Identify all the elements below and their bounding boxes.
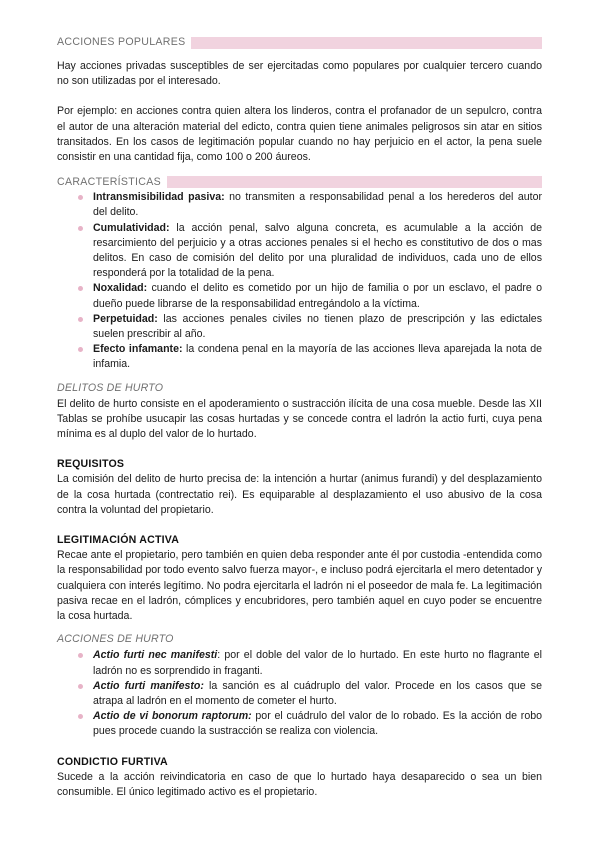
paragraph: Por ejemplo: en acciones contra quien altera los linderos, contra el profanador de un sepulcro, contra el autor de una alteración material del edicto, contra quien tiene animales peligrosos sin atar en sitios transitados. En los casos de legitimación popular cuando no hay perjuicio en el actor, la pena suele consistir en una cantidad fija, como 100 o 200 áureos.: [57, 105, 542, 164]
item-term: Actio de vi bonorum raptorum:: [93, 710, 252, 723]
list-item: [57, 281, 542, 311]
heading-highlight-bar: [191, 37, 542, 49]
list-item: [57, 342, 542, 372]
item-text: la acción penal, salvo alguna concreta, es acumulable a la acción de resarcimiento del perjuicio y a otras acciones penales si el hecho es constitutivo de dos o mas delitos. En caso de comisión del delito por una pluralidad de individuos, cada uno de ellos responderá por la totalidad de la pena.: [93, 221, 542, 280]
item-text: no transmiten a responsabilidad penal a los herederos del autor del delito.: [93, 191, 542, 219]
section-heading-delitos-hurto: DELITOS DE HURTO: [57, 381, 164, 394]
item-text: por el cuádrulo del valor de lo robado. Es la acción de robo pues procede cuando la sustracción se realiza con violencia.: [93, 710, 542, 738]
paragraph: El delito de hurto consiste en el apoderamiento o sustracción ilícita de una cosa mueble. Desde las XII Tablas se prohíbe usucapir las cosas hurtadas y se concede contra el ladrón la actio furti, cuya pena mínima es al duplo del valor de lo hurtado.: [57, 397, 542, 441]
bullet-icon: [78, 714, 83, 719]
item-term: Actio furti manifesto:: [93, 679, 204, 692]
bullet-icon: [78, 684, 83, 689]
list-item: [57, 679, 542, 709]
section-heading-caracteristicas: [57, 174, 542, 190]
acciones-hurto-list: [57, 648, 542, 739]
list-item: [57, 648, 542, 678]
heading-text: ACCIONES POPULARES: [57, 36, 186, 49]
item-term: Perpetuidad:: [93, 312, 158, 325]
caracteristicas-list: [57, 190, 542, 372]
paragraph: Recae ante el propietario, pero también en quien deba responder ante él por custodia -entendida como la responsabilidad por todo evento salvo fuerza mayor-, e incluso podrá ejercitarla el mero detentador y cualquiera con interés legítimo. No podra ejercitarla el ladrón ni el poseedor de mala fe. La legitimación pasiva recae en el ladrón, cómplices y encubridores, pero también aquel en cuyo poder se encuentre la cosa hurtada.: [57, 549, 542, 623]
section-heading-condictio: CONDICTIO FURTIVA: [57, 755, 168, 768]
section-heading-legitimacion: LEGITIMACIÓN ACTIVA: [57, 534, 180, 547]
list-item: [57, 312, 542, 342]
section-heading-acciones-populares: [57, 35, 542, 51]
item-term: Efecto infamante:: [93, 343, 183, 356]
section-heading-requisitos: REQUISITOS: [57, 458, 125, 471]
bullet-icon: [78, 226, 83, 231]
item-term: Noxalidad:: [93, 282, 148, 295]
bullet-icon: [78, 653, 83, 658]
item-term: Cumulatividad:: [93, 221, 170, 234]
paragraph: La comisión del delito de hurto precisa de: la intención a hurtar (animus furandi) y del desplazamiento de la cosa hurtada (contrectatio rei). Es equiparable al desplazamiento el uso abusivo de la cosa contra la voluntad del propietario.: [57, 473, 542, 516]
bullet-icon: [78, 286, 83, 291]
heading-text: CARACTERÍSTICAS: [57, 175, 161, 188]
item-text: la condena penal en la mayoría de las acciones lleva aparejada la nota de infamia.: [93, 343, 542, 371]
bullet-icon: [78, 195, 83, 200]
document-page: [57, 35, 542, 800]
bullet-icon: [78, 347, 83, 352]
list-item: [57, 709, 542, 739]
item-text: : por el doble del valor de lo hurtado. En este hurto no flagrante el ladrón no es sorprendido in fraganti.: [93, 649, 543, 677]
item-term: Intransmisibilidad pasiva:: [93, 191, 225, 204]
item-text: las acciones penales civiles no tienen plazo de prescripción y las edictales suelen prescribir al año.: [93, 312, 542, 341]
list-item: [57, 190, 542, 220]
section-heading-acciones-hurto: ACCIONES DE HURTO: [57, 633, 174, 646]
item-text: cuando el delito es cometido por un hijo de familia o por un esclavo, el padre o dueño puede librarse de la responsabilidad entregándolo a la víctima.: [93, 282, 542, 310]
heading-highlight-bar: [167, 176, 542, 188]
paragraph: Hay acciones privadas susceptibles de ser ejercitadas como populares por cualquier tercero cuando no son utilizadas por el interesado.: [57, 60, 542, 88]
paragraph: Sucede a la acción reivindicatoria en caso de que lo hurtado haya desaparecido o sea un bien consumible. El único legitimado activo es el propietario.: [57, 770, 542, 798]
bullet-icon: [78, 317, 83, 322]
item-term: Actio furti nec manifesti: [93, 649, 218, 662]
item-text: la sanción es al cuádruplo del valor. Procede en los casos que se atrapa al ladrón en el momento de cometer el hurto.: [93, 679, 542, 707]
list-item: [57, 221, 542, 282]
